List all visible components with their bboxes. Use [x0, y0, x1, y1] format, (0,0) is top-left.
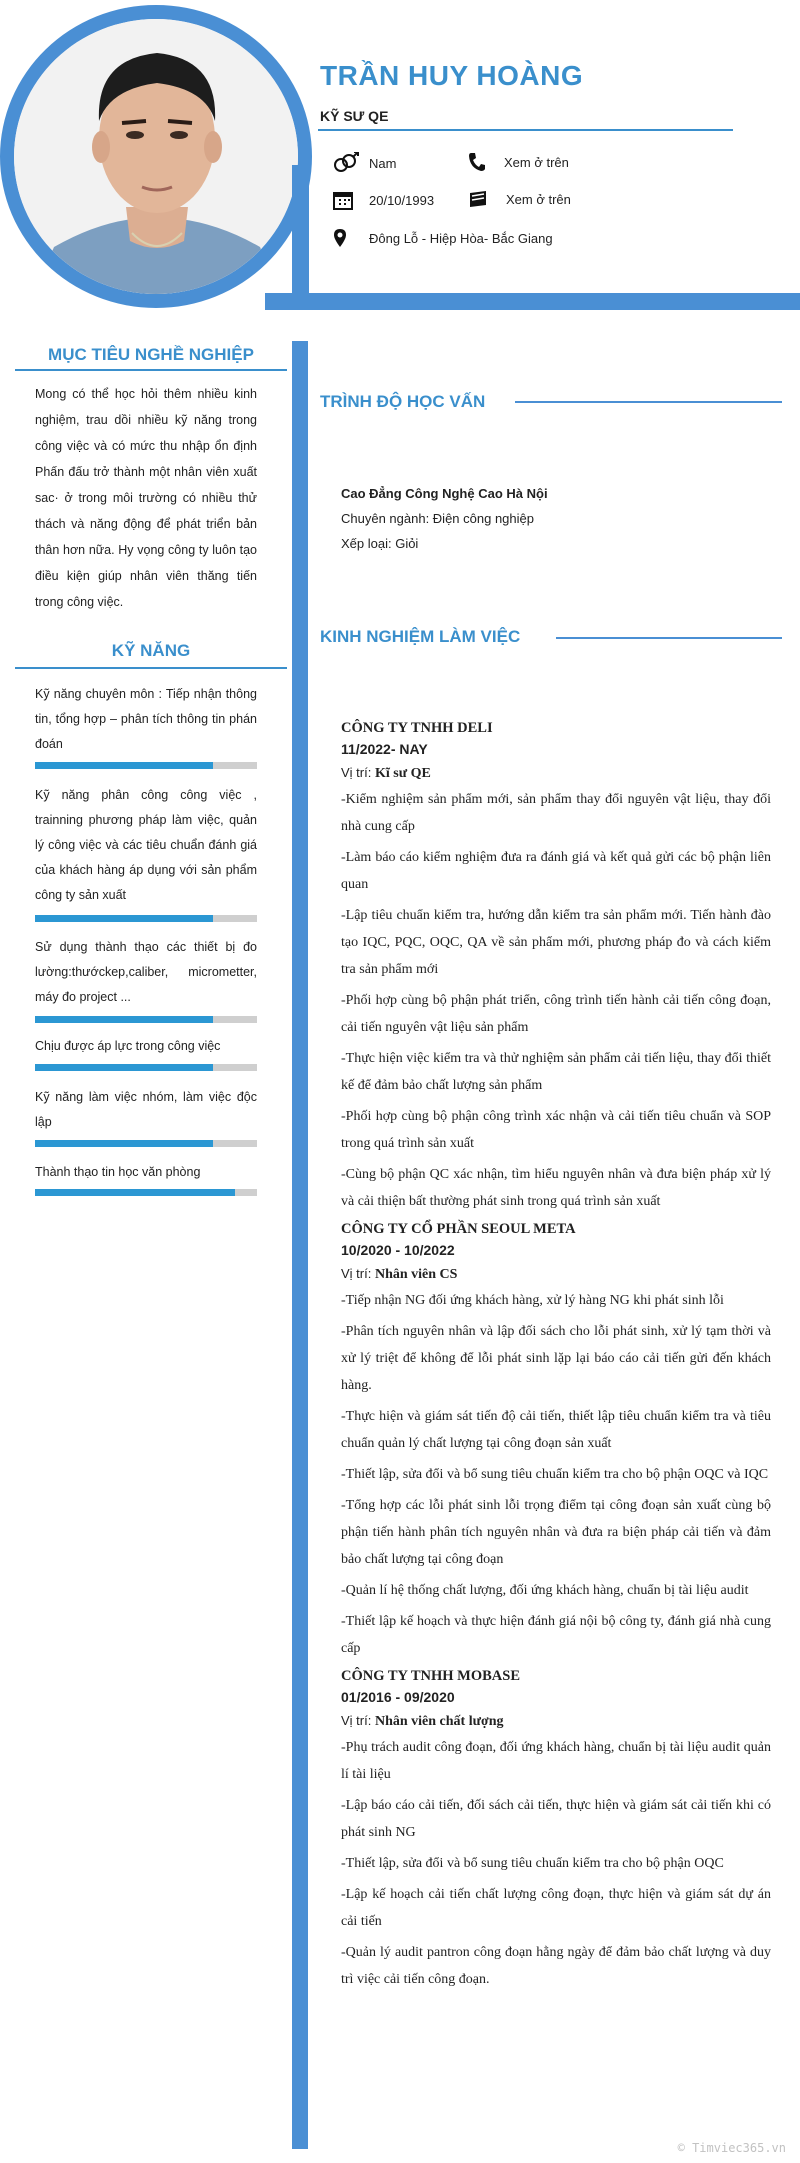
position-label: Vị trí: [341, 1713, 372, 1728]
job-period: 01/2016 - 09/2020 [341, 1689, 455, 1705]
position-value: Nhân viên chất lượng [374, 1714, 504, 1729]
job-entry [341, 1666, 771, 1993]
position-value: Kĩ sư QE [374, 766, 431, 781]
job-duty: -Lập tiêu chuẩn kiểm tra, hướng dẫn kiểm tra sản phẩm mới. Tiến hành đào tạo IQC, PQC, OQC, QA về sản phẩm mới, phương pháp đo và cách kiểm tra sản phẩm mới [341, 908, 771, 977]
job-duty: -Quản lí hệ thống chất lượng, đối ứng khách hàng, chuẩn bị tài liệu audit [341, 1583, 749, 1598]
column-divider [292, 341, 308, 2149]
header-accent-horizontal [265, 293, 800, 310]
job-duty: -Phân tích nguyên nhân và lập đối sách cho lỗi phát sinh, xử lý tạm thời và xử lý triệt để không để lỗi phát sinh lặp lại báo cáo cải tiến gửi đến khách hàng. [341, 1324, 771, 1393]
skill-item: Kỹ năng chuyên môn : Tiếp nhận thông tin, tổng hợp – phân tích thông tin phán đoán [35, 687, 257, 751]
job-position [341, 1261, 771, 1287]
skill-progress-fill [35, 1064, 213, 1071]
skill-progress-fill [35, 1189, 235, 1196]
gender-value: Nam [369, 155, 397, 171]
birthday-value: 20/10/1993 [369, 192, 435, 208]
job-duty: -Phối hợp cùng bộ phận phát triển, công trình tiến hành cải tiến công đoạn, cải tiến nguyên vật liệu sản phẩm [341, 993, 771, 1035]
job-duty: -Phối hợp cùng bộ phận công trình xác nhận và cải tiến tiêu chuẩn và SOP trong quá trình sản xuất [341, 1109, 771, 1151]
skill-progress-fill [35, 915, 213, 922]
email-value: Xem ở trên [506, 191, 571, 207]
job-period: 11/2022- NAY [341, 741, 428, 757]
job-duty: -Quản lý audit pantron công đoạn hằng ngày để đảm bảo chất lượng và duy trì việc cải tiến công đoạn. [341, 1945, 771, 1987]
job-duty: -Làm báo cáo kiểm nghiệm đưa ra đánh giá và kết quả gửi các bộ phận liên quan [341, 850, 771, 892]
education-grade: Xếp loại: Giỏi [341, 536, 419, 551]
candidate-name: TRẦN HUY HOÀNG [320, 60, 584, 91]
skill-progress [35, 1064, 257, 1071]
job-duty: -Thiết lập kế hoạch và thực hiện đánh giá nội bộ công ty, đánh giá nhà cung cấp [341, 1614, 771, 1656]
school-name: Cao Đẳng Công Nghệ Cao Hà Nội [341, 486, 548, 501]
gender-row [333, 152, 396, 174]
job-position [341, 760, 771, 786]
job-position [341, 1708, 771, 1734]
position-value: Nhân viên CS [374, 1267, 458, 1282]
position-label: Vị trí: [341, 765, 372, 780]
education-block [341, 481, 771, 556]
job-duty: -Kiểm nghiệm sản phẩm mới, sản phẩm thay đổi nguyên vật liệu, thay đổi nhà cung cấp [341, 792, 771, 834]
job-period: 10/2020 - 10/2022 [341, 1242, 455, 1258]
job-duty: -Tổng hợp các lỗi phát sinh lỗi trọng điểm tại công đoạn sản xuất cùng bộ phận tiến hành phân tích nguyên nhân và đưa ra biện pháp cải tiến và đảm bảo chất lượng tại công đoạn [341, 1498, 771, 1567]
footer-watermark: © Timviec365.vn [677, 2141, 786, 2155]
education-heading: TRÌNH ĐỘ HỌC VẤN [320, 392, 486, 411]
skill-item: Thành thạo tin học văn phòng [35, 1165, 201, 1179]
email-icon [468, 190, 490, 208]
experience-list [341, 714, 771, 1997]
skill-progress [35, 1189, 257, 1196]
job-duty: -Thiết lập, sửa đổi và bổ sung tiêu chuẩn kiểm tra cho bộ phận OQC và IQC [341, 1467, 769, 1482]
skills-heading: KỸ NĂNG [111, 641, 191, 660]
skills-heading-rule [15, 667, 287, 669]
job-duty: -Thực hiện và giám sát tiến độ cải tiến, thiết lập tiêu chuẩn kiểm tra và tiêu chuẩn quản lý chất lượng tại công đoạn sản xuất [341, 1409, 771, 1451]
header-accent-vertical [292, 165, 309, 293]
objective-heading: MỤC TIÊU NGHỀ NGHIỆP [48, 345, 254, 364]
birthday-row [333, 190, 434, 210]
skill-item: Chịu được áp lực trong công việc [35, 1039, 221, 1053]
job-duty: -Cùng bộ phận QC xác nhận, tìm hiểu nguyên nhân và đưa biện pháp xử lý và cải thiện bất thường phát sinh trong quá trình sản xuất [341, 1167, 771, 1209]
profile-photo [0, 5, 312, 308]
calendar-icon [333, 190, 359, 210]
phone-row [468, 152, 569, 172]
job-duty: -Lập báo cáo cải tiến, đối sách cải tiến, thực hiện và giám sát cải tiến khi có phát sinh NG [341, 1798, 771, 1840]
job-duty: -Lập kế hoạch cải tiến chất lượng công đoạn, thực hiện và giám sát dự án cải tiến [341, 1887, 771, 1929]
skill-item: Sử dụng thành thạo các thiết bị đo lường:thướckep,caliber, micrometter, máy đo project ... [35, 940, 257, 1004]
job-duty: -Thực hiện việc kiểm tra và thử nghiệm sản phẩm cải tiến liệu, thay đổi thiết kế để đảm bảo chất lượng sản phẩm [341, 1051, 771, 1093]
gender-icon [333, 152, 359, 174]
job-duty: -Thiết lập, sửa đổi và bổ sung tiêu chuẩn kiểm tra cho bộ phận OQC [341, 1856, 724, 1871]
address-value: Đông Lỗ - Hiệp Hòa- Bắc Giang [369, 230, 553, 246]
company-name: CÔNG TY CỔ PHẦN SEOUL META [341, 1221, 576, 1237]
portrait-image [14, 19, 298, 294]
education-heading-rule [515, 401, 782, 403]
objective-text: Mong có thể học hỏi thêm nhiều kinh nghiệm, trau dồi nhiều kỹ năng trong công việc và có mức thu nhập ổn định Phấn đấu trở thành một nhân viên xuất sac· ở trong môi trường có nhiều thử thách và năng động để phát triển bản thân hơn nữa. Hy vọng công ty luôn tạo điều kiện giúp nhân viên thăng tiến trong công việc. [35, 387, 257, 609]
skill-item: Kỹ năng làm việc nhóm, làm việc độc lập [35, 1090, 257, 1129]
experience-heading: KINH NGHIỆM LÀM VIỆC [320, 627, 521, 646]
experience-heading-rule [556, 637, 782, 639]
skill-progress-fill [35, 762, 213, 769]
job-title: KỸ SƯ QE [320, 108, 389, 124]
title-divider [318, 129, 733, 131]
education-major: Chuyên ngành: Điện công nghiệp [341, 511, 534, 526]
phone-icon [468, 152, 490, 172]
company-name: CÔNG TY TNHH DELI [341, 720, 493, 736]
skill-progress [35, 915, 257, 922]
position-label: Vị trí: [341, 1266, 372, 1281]
job-duty: -Phụ trách audit công đoạn, đối ứng khách hàng, chuẩn bị tài liệu audit quản lí tài liệu [341, 1740, 771, 1782]
objective-heading-rule [15, 369, 287, 371]
location-icon [333, 228, 359, 248]
address-row [333, 228, 553, 248]
job-duty: -Tiếp nhận NG đối ứng khách hàng, xử lý hàng NG khi phát sinh lỗi [341, 1293, 724, 1308]
skill-progress-fill [35, 1140, 213, 1147]
phone-value: Xem ở trên [504, 154, 569, 170]
job-entry [341, 1219, 771, 1662]
email-row [468, 190, 571, 208]
skill-progress [35, 1016, 257, 1023]
skill-progress [35, 762, 257, 769]
company-name: CÔNG TY TNHH MOBASE [341, 1668, 520, 1684]
job-entry [341, 718, 771, 1215]
skill-item: Kỹ năng phân công công việc , trainning phương pháp làm việc, quản lý công việc và các tiêu chuẩn đánh giá của khách hàng áp dụng với sản phẩm công ty sản xuất [35, 788, 257, 902]
skill-progress-fill [35, 1016, 213, 1023]
skill-progress [35, 1140, 257, 1147]
